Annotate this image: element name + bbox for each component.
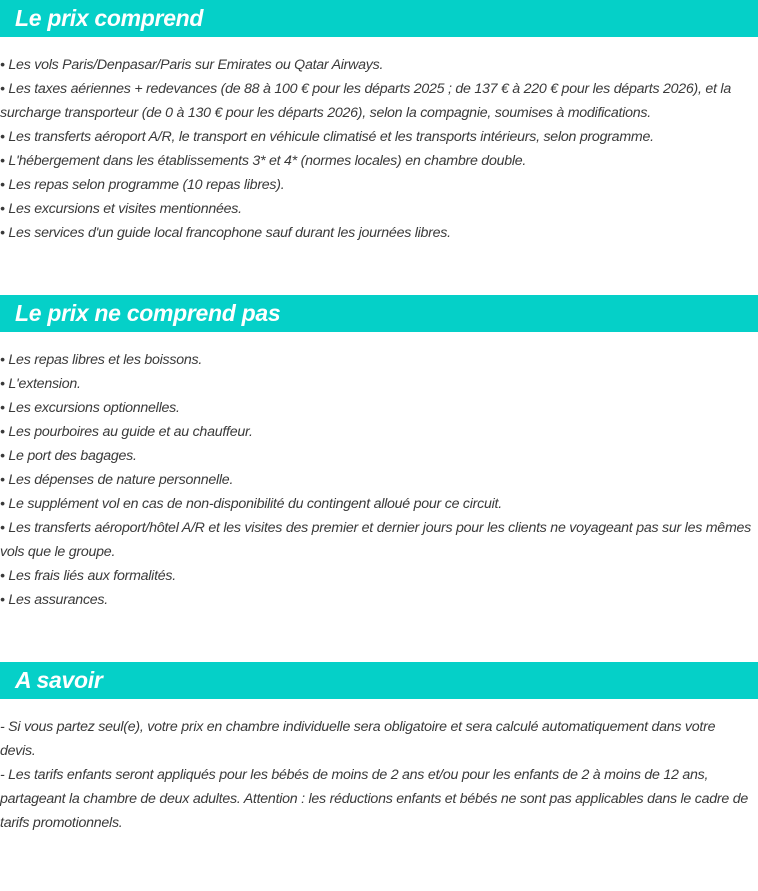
list-item: • Le supplément vol en cas de non-disponibilité du contingent alloué pour ce circuit. — [0, 496, 502, 512]
list-item: • Les pourboires au guide et au chauffeur. — [0, 424, 253, 440]
section-header — [0, 295, 758, 332]
section-price-excludes — [0, 295, 758, 612]
list-price-includes — [0, 53, 758, 245]
section-title: Le prix ne comprend pas — [15, 300, 281, 326]
section-good-to-know — [0, 662, 758, 835]
list-item: • Les transferts aéroport/hôtel A/R et les visites des premier et dernier jours pour les clients ne voyageant pas sur les mêmes vols que le groupe. — [0, 520, 752, 560]
list-item: - Les tarifs enfants seront appliqués pour les bébés de moins de 2 ans et/ou pour les enfants de 2 à moins de 12 ans, partageant la chambre de deux adultes. Attention : les réductions enfants et bébés ne sont pas applicables dans le cadre de tarifs promotionnels. — [0, 767, 748, 831]
section-header — [0, 662, 758, 699]
section-header — [0, 0, 758, 37]
list-item: • Les repas selon programme (10 repas libres). — [0, 177, 285, 193]
list-item: • Les taxes aériennes + redevances (de 88 à 100 € pour les départs 2025 ; de 137 € à 220 € pour les départs 2026), et la surcharge transporteur (de 0 à 130 € pour les départs 2026), selon la compagnie, soumises à modifications. — [0, 81, 731, 121]
list-item: • Les transferts aéroport A/R, le transport en véhicule climatisé et les transports intérieurs, selon programme. — [0, 129, 654, 145]
list-item: • Les excursions et visites mentionnées. — [0, 201, 242, 217]
list-item: • Les vols Paris/Denpasar/Paris sur Emirates ou Qatar Airways. — [0, 57, 384, 73]
section-price-includes — [0, 0, 758, 245]
section-title: Le prix comprend — [15, 5, 204, 31]
list-item: • L'hébergement dans les établissements 3* et 4* (normes locales) en chambre double. — [0, 153, 527, 169]
list-item: • Les services d'un guide local francophone sauf durant les journées libres. — [0, 225, 451, 241]
list-item: • Les frais liés aux formalités. — [0, 568, 176, 584]
list-item: • Les assurances. — [0, 592, 108, 608]
list-item: • Le port des bagages. — [0, 448, 137, 464]
list-item: • Les dépenses de nature personnelle. — [0, 472, 234, 488]
list-item: - Si vous partez seul(e), votre prix en chambre individuelle sera obligatoire et sera calculé automatiquement dans votre devis. — [0, 719, 716, 759]
list-item: • Les excursions optionnelles. — [0, 400, 180, 416]
list-good-to-know — [0, 715, 758, 835]
list-item: • Les repas libres et les boissons. — [0, 352, 203, 368]
list-item: • L'extension. — [0, 376, 81, 392]
section-title: A savoir — [15, 667, 103, 693]
list-price-excludes — [0, 348, 758, 612]
